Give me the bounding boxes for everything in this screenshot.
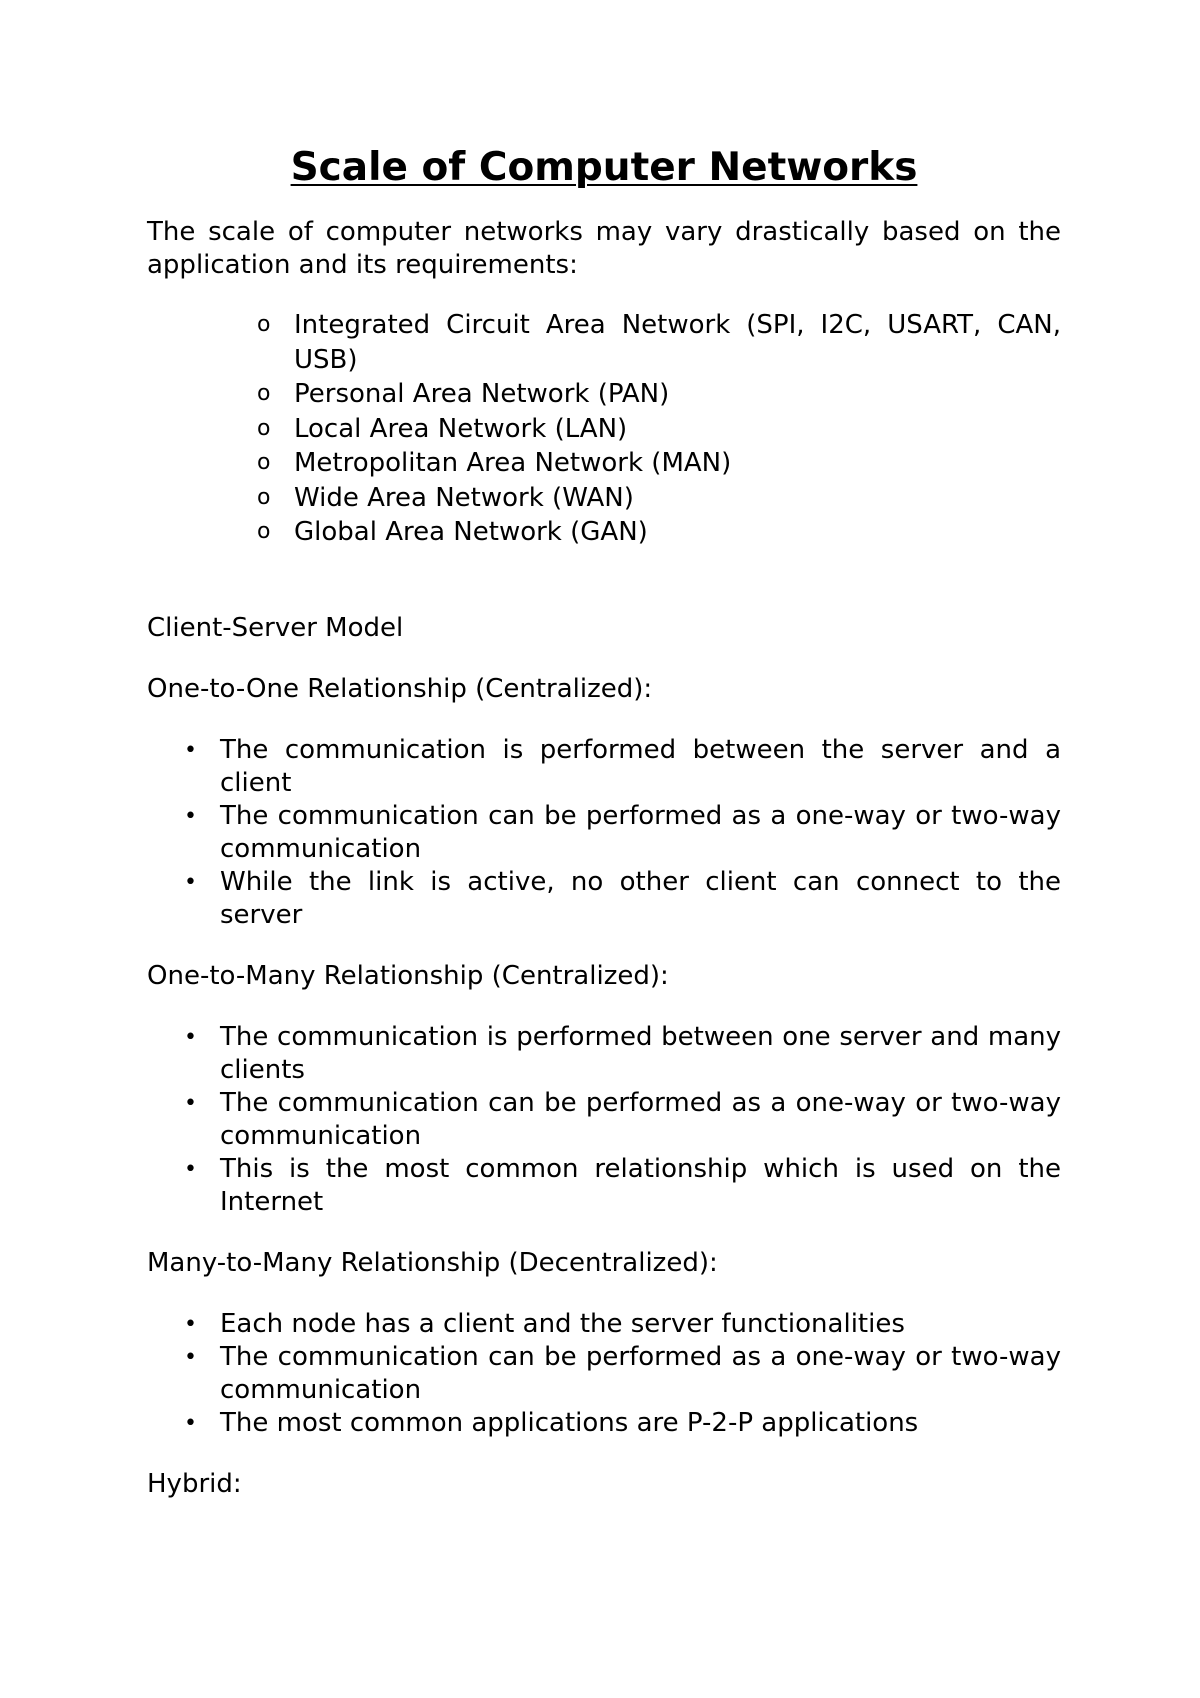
bullet-icon: • — [184, 1344, 197, 1370]
one-to-many-heading: One-to-Many Relationship (Centralized): — [147, 960, 669, 991]
list-item-text: The communication is performed between the server and a client — [220, 734, 1061, 798]
list-item — [257, 481, 1061, 516]
page-title: Scale of Computer Networks — [290, 145, 918, 190]
bullet-icon: • — [184, 1024, 197, 1050]
list-item-text: The communication is performed between one server and many clients — [220, 1021, 1061, 1085]
circle-bullet-icon: o — [257, 381, 271, 406]
list-item-text: Each node has a client and the server functionalities — [220, 1308, 905, 1339]
list-item — [184, 1153, 1061, 1219]
one-to-one-list — [147, 734, 1061, 932]
list-item-text: Metropolitan Area Network (MAN) — [294, 448, 732, 478]
circle-bullet-icon: o — [257, 450, 271, 475]
list-item-text: Global Area Network (GAN) — [294, 517, 648, 547]
list-item-text: The communication can be performed as a one-way or two-way communication — [220, 1087, 1061, 1151]
list-item — [184, 734, 1061, 800]
list-item-text: Personal Area Network (PAN) — [294, 379, 670, 409]
list-item — [184, 1407, 1061, 1440]
one-to-one-heading: One-to-One Relationship (Centralized): — [147, 673, 653, 704]
list-item — [257, 515, 1061, 550]
circle-bullet-icon: o — [257, 519, 271, 544]
list-item-text: Local Area Network (LAN) — [294, 413, 628, 444]
list-item-text: The most common applications are P-2-P applications — [220, 1407, 919, 1438]
list-item-text: The communication can be performed as a one-way or two-way communication — [220, 1341, 1061, 1405]
list-item — [184, 1341, 1061, 1407]
circle-bullet-icon: o — [257, 484, 271, 510]
bullet-icon: • — [184, 1311, 197, 1337]
list-item — [184, 866, 1061, 932]
list-item — [184, 800, 1061, 866]
hybrid-heading: Hybrid: — [147, 1468, 242, 1499]
intro-paragraph: The scale of computer networks may vary drastically based on the application and its requirements: — [147, 217, 1061, 280]
bullet-icon: • — [184, 737, 197, 763]
many-to-many-list — [147, 1308, 1061, 1440]
one-to-many-list — [147, 1021, 1061, 1219]
list-item — [184, 1308, 1061, 1341]
list-item — [184, 1021, 1061, 1087]
list-item-text: The communication can be performed as a one-way or two-way communication — [220, 800, 1061, 864]
list-item-text: Integrated Circuit Area Network (SPI, I2C, USART, CAN, USB) — [294, 310, 1061, 375]
list-item — [257, 412, 1061, 447]
list-item — [257, 308, 1061, 377]
list-item — [184, 1087, 1061, 1153]
circle-bullet-icon: o — [257, 312, 271, 337]
bullet-icon: • — [184, 1090, 197, 1116]
client-server-heading: Client-Server Model — [147, 612, 404, 643]
network-scale-list — [147, 308, 1061, 550]
bullet-icon: • — [184, 803, 197, 829]
list-item — [257, 446, 1061, 481]
bullet-icon: • — [184, 869, 197, 895]
list-item-text: Wide Area Network (WAN) — [294, 482, 634, 513]
bullet-icon: • — [184, 1156, 197, 1182]
list-item-text: This is the most common relationship which is used on the Internet — [220, 1153, 1061, 1217]
document-body — [147, 138, 1061, 1501]
list-item — [257, 377, 1061, 412]
many-to-many-heading: Many-to-Many Relationship (Decentralized): — [147, 1247, 718, 1278]
circle-bullet-icon: o — [257, 415, 271, 441]
bullet-icon: • — [184, 1410, 197, 1436]
list-item-text: While the link is active, no other client can connect to the server — [220, 866, 1061, 930]
